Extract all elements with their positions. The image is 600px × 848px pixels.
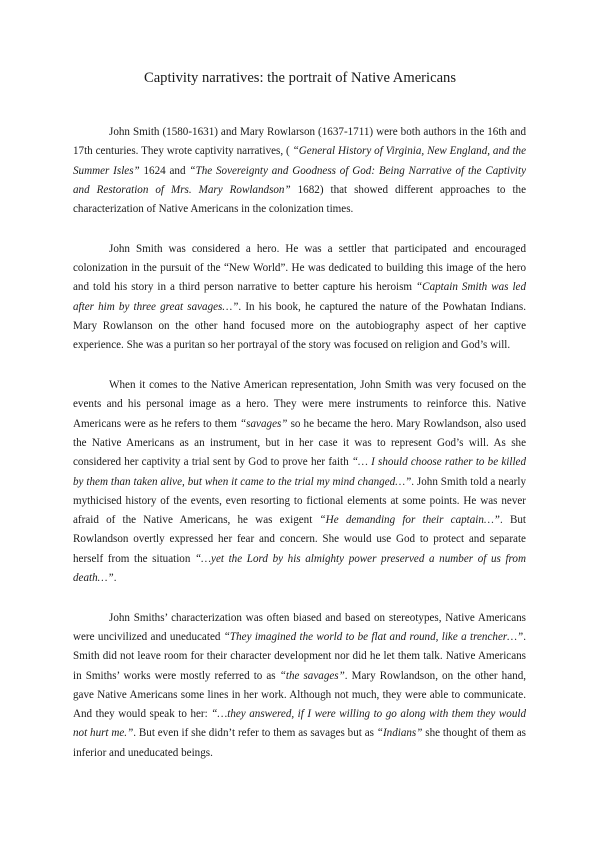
quoted-text: “savages” [240,417,288,430]
quoted-text: “He demanding for their captain…” [319,514,500,527]
quoted-text: “…yet the Lord by his almighty power preserved a number of us from death…” [73,552,526,585]
text-run: . But Rowlandson overtly expressed her fear and concern. She would use God to protect and separate herself from the situation [73,514,526,565]
paragraph-intro [73,123,526,219]
text-run: 1624 and [139,164,190,177]
quoted-text: “The Sovereignty and Goodness of God: Being Narrative of the Captivity and Restoration of Mrs. Mary Rowlandson” [73,164,526,196]
quoted-text: “They imagined the world to be flat and round, like a trencher…” [223,631,524,643]
text-run: 1682) that showed different approaches to the characterization of Native Americans in the colonization times. [73,183,526,216]
text-run: John Smith (1580-1631) and Mary Rowlarson (1637-1711) were both authors in the 16th and 17th centuries. They wrote captivity narratives, ( [73,126,526,158]
text-run: . Mary Rowlandson, on the other hand, gave Native Americans some lines in her work. Although not much, they were able to communicate. And they would speak to her: [73,669,527,721]
text-run: . Smith did not leave room for their character development nor did he let them talk. Native Americans in Smiths’ works were mostly referred to as [73,631,526,682]
document-body [73,123,526,783]
quoted-text: “the savages” [279,669,345,682]
text-run: John Smiths’ characterization was often biased and based on stereotypes, Native Americans were uncivilized and uneducated [73,611,526,643]
quoted-text: “Captain Smith was led after him by three great savages…” [73,281,526,313]
paragraph-john-smith-hero [73,240,526,356]
quoted-text: “General History of Virginia, New England, and the Summer Isles” [73,145,527,177]
text-run: . John Smith told a nearly mythicised history of the events, even resorting to fictional elements at some points. He was never afraid of the Native Americans, he was exigent [73,475,526,527]
text-run: . [113,572,117,585]
document-title: Captivity narratives: the portrait of Native Americans [143,70,457,86]
text-run: . But even if she didn’t refer to them as savages but as [133,727,377,740]
paragraph-characterization [73,609,526,763]
quoted-text: “…they answered, if I were willing to go along with them they would not hurt me.” [73,708,526,740]
text-run: . In his book, he captured the nature of the Powhatan Indians. Mary Rowlanson on the other hand focused more on the autobiography aspect of her captive experience. She was a puritan so her portrayal of the story was focused on religion and God’s will. [73,300,526,352]
text-run: When it comes to the Native American representation, John Smith was very focused on the events and his personal image as a hero. They were mere instruments to reinforce this. Native Americans were as he refers to them [73,379,526,430]
paragraph-native-representation [73,376,526,588]
quoted-text: “Indians” [376,727,423,740]
quoted-text: “… I should choose rather to be killed by them than taken alive, but when it came to the trial my mind changed…” [73,456,527,488]
text-run: John Smith was considered a hero. He was a settler that participated and encouraged colonization in the pursuit of the “New World”. He was dedicated to building this image of the hero and told his story in a third person narrative to better capture his heroism [73,242,526,294]
text-run: so he became the hero. Mary Rowlandson, also used the Native Americans as an instrument, but in her case it was to represent God’s will. As she considered her captivity a trial sent by God to prove her faith [73,417,527,469]
text-run: she thought of them as inferior and uneducated beings. [73,727,526,759]
